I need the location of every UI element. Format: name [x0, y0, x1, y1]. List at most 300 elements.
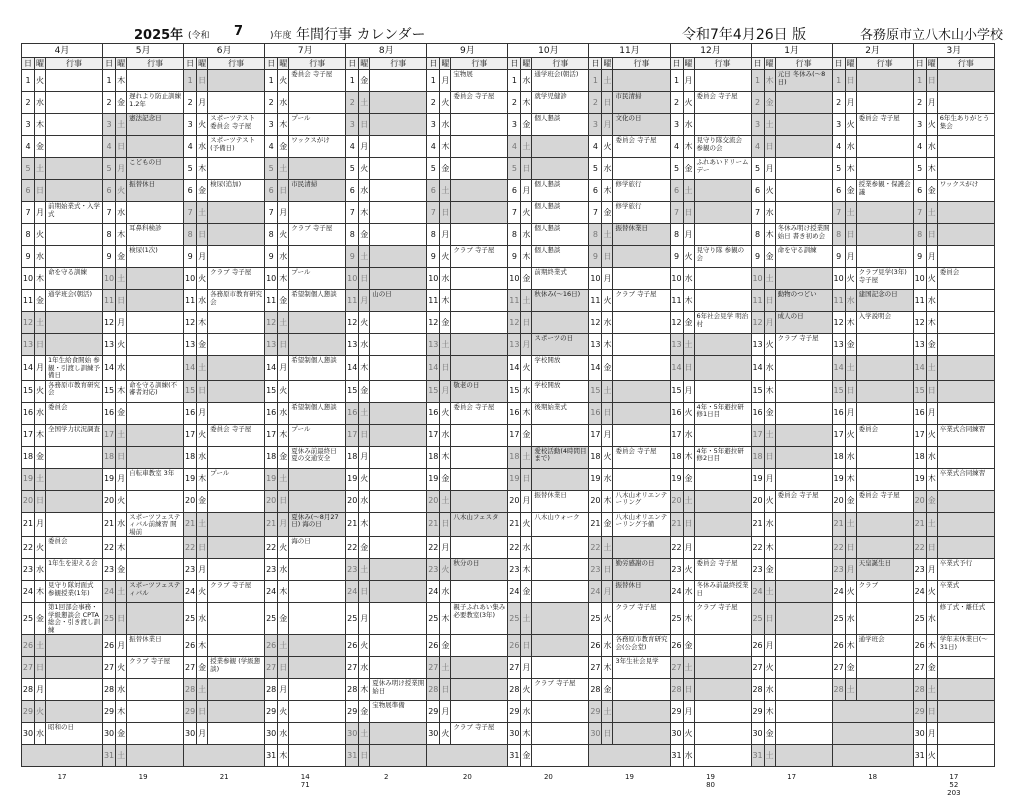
day-number: 21 — [22, 512, 35, 537]
weekday-label: 火 — [440, 559, 451, 581]
day-row — [22, 446, 995, 468]
month-header: 4月 — [22, 44, 103, 58]
day-number: 11 — [670, 290, 683, 312]
day-number: 5 — [265, 158, 278, 180]
day-number: 22 — [508, 537, 521, 559]
day-number: 2 — [265, 92, 278, 114]
event-cell — [775, 268, 832, 290]
event-cell — [370, 224, 427, 246]
weekday-label: 金 — [440, 312, 451, 334]
weekday-label: 土 — [116, 424, 127, 446]
weekday-label: 日 — [602, 92, 613, 114]
weekday-label: 木 — [359, 512, 370, 537]
event-cell: 元日 冬休み(～8日) — [775, 70, 832, 92]
day-number: 9 — [913, 246, 926, 268]
weekday-label: 火 — [521, 202, 532, 224]
weekday-label: 火 — [683, 92, 694, 114]
day-number: 3 — [346, 114, 359, 136]
event-col-header: 行事 — [613, 58, 670, 70]
weekday-label: 金 — [683, 635, 694, 657]
weekday-label: 月 — [764, 158, 775, 180]
event-cell — [208, 92, 265, 114]
event-cell — [451, 114, 508, 136]
event-cell — [208, 559, 265, 581]
day-number: 20 — [22, 490, 35, 512]
day-number: 10 — [670, 268, 683, 290]
event-cell — [370, 723, 427, 745]
weekday-label: 木 — [197, 158, 208, 180]
event-cell — [208, 246, 265, 268]
event-cell — [856, 657, 913, 679]
day-number: 2 — [913, 92, 926, 114]
day-number: 12 — [427, 312, 440, 334]
day-number: 6 — [589, 180, 602, 202]
day-number: 14 — [346, 356, 359, 381]
weekday-label: 木 — [845, 635, 856, 657]
day-number: 8 — [589, 224, 602, 246]
weekday-label: 木 — [926, 312, 937, 334]
weekday-label: 金 — [116, 246, 127, 268]
event-cell — [127, 268, 184, 290]
event-cell: 就学児健診 — [532, 92, 589, 114]
event-cell — [208, 701, 265, 723]
weekday-label: 水 — [359, 334, 370, 356]
day-number: 8 — [913, 224, 926, 246]
weekday-label: 水 — [845, 290, 856, 312]
weekday-label: 月 — [359, 603, 370, 635]
weekday-label: 木 — [845, 468, 856, 490]
event-cell — [613, 701, 670, 723]
weekday-label: 月 — [35, 512, 46, 537]
empty-cell — [427, 745, 508, 767]
event-cell — [613, 468, 670, 490]
weekday-label: 金 — [197, 490, 208, 512]
day-number: 15 — [913, 380, 926, 402]
event-cell: 秋分の日 — [451, 559, 508, 581]
event-cell — [613, 356, 670, 381]
month-total: 19 — [589, 767, 670, 797]
day-number: 27 — [184, 657, 197, 679]
day-number: 29 — [184, 701, 197, 723]
day-number: 24 — [103, 581, 116, 603]
event-cell: 個人懇談 — [532, 246, 589, 268]
weekday-label: 土 — [521, 603, 532, 635]
day-number: 7 — [913, 202, 926, 224]
event-cell: プール — [289, 424, 346, 446]
day-number: 6 — [265, 180, 278, 202]
day-number: 15 — [427, 380, 440, 402]
event-cell: クラブ 寺子屋 — [694, 603, 751, 635]
weekday-label: 月 — [440, 70, 451, 92]
event-cell — [937, 158, 994, 180]
day-number: 5 — [913, 158, 926, 180]
event-cell: 命を守る訓練(不審者対応) — [127, 380, 184, 402]
day-number: 14 — [589, 356, 602, 381]
event-cell: 第1回部会事務・学級懇談会 CPTA総会・引き渡し訓練 — [46, 603, 103, 635]
event-cell: 委員会 — [937, 268, 994, 290]
event-cell — [937, 723, 994, 745]
day-number: 8 — [427, 224, 440, 246]
day-row — [22, 312, 995, 334]
event-cell — [613, 537, 670, 559]
event-cell — [775, 180, 832, 202]
event-cell — [208, 202, 265, 224]
event-cell — [46, 679, 103, 701]
day-row — [22, 512, 995, 537]
weekday-label: 火 — [602, 603, 613, 635]
event-cell — [208, 70, 265, 92]
day-number: 4 — [265, 136, 278, 158]
event-cell — [208, 723, 265, 745]
weekday-label: 月 — [845, 559, 856, 581]
day-number: 20 — [913, 490, 926, 512]
weekday-label: 月 — [764, 635, 775, 657]
weekday-label: 水 — [35, 402, 46, 424]
weekday-label: 火 — [926, 268, 937, 290]
month-header: 5月 — [103, 44, 184, 58]
weekday-label: 土 — [359, 559, 370, 581]
weekday-label: 水 — [197, 603, 208, 635]
event-cell — [532, 424, 589, 446]
day-row — [22, 468, 995, 490]
event-cell: 委員会 寺子屋 — [775, 490, 832, 512]
event-cell — [694, 114, 751, 136]
weekday-label: 土 — [35, 635, 46, 657]
day-row — [22, 745, 995, 767]
weekday-label: 土 — [359, 246, 370, 268]
weekday-label: 金 — [278, 136, 289, 158]
day-number: 12 — [508, 312, 521, 334]
day-number: 4 — [427, 136, 440, 158]
day-number: 5 — [184, 158, 197, 180]
day-number: 30 — [427, 723, 440, 745]
weekday-label: 木 — [278, 114, 289, 136]
day-number: 30 — [22, 723, 35, 745]
event-cell — [289, 679, 346, 701]
weekday-label: 月 — [764, 468, 775, 490]
weekday-label: 木 — [116, 224, 127, 246]
event-cell — [46, 70, 103, 92]
month-total: 14 71 — [265, 767, 346, 797]
event-cell — [451, 224, 508, 246]
event-cell — [694, 723, 751, 745]
weekday-label: 金 — [926, 657, 937, 679]
day-number: 13 — [427, 334, 440, 356]
day-number: 21 — [913, 512, 926, 537]
event-col-header: 行事 — [451, 58, 508, 70]
weekday-label: 金 — [521, 114, 532, 136]
day-number: 1 — [589, 70, 602, 92]
day-number: 29 — [589, 701, 602, 723]
event-cell — [694, 657, 751, 679]
event-cell: 自転車教室 3年 — [127, 468, 184, 490]
weekday-label: 金 — [197, 180, 208, 202]
day-number: 6 — [832, 180, 845, 202]
day-row — [22, 490, 995, 512]
day-number: 14 — [751, 356, 764, 381]
day-number: 8 — [832, 224, 845, 246]
weekday-label: 月 — [926, 723, 937, 745]
event-cell — [532, 581, 589, 603]
weekday-label: 日 — [764, 603, 775, 635]
weekday-label: 火 — [116, 657, 127, 679]
day-number: 20 — [832, 490, 845, 512]
weekday-label: 水 — [197, 290, 208, 312]
weekday-label: 火 — [521, 512, 532, 537]
day-number: 13 — [265, 334, 278, 356]
day-number: 10 — [103, 268, 116, 290]
weekday-label: 火 — [683, 246, 694, 268]
event-cell: クラブ 寺子屋 — [451, 246, 508, 268]
event-cell: 冬休み前最終授業日 — [694, 581, 751, 603]
day-col-header: 日 — [427, 58, 440, 70]
event-cell — [208, 446, 265, 468]
day-col-header: 日 — [670, 58, 683, 70]
day-number: 10 — [589, 268, 602, 290]
event-cell — [694, 180, 751, 202]
month-total: 18 — [832, 767, 913, 797]
event-col-header: 行事 — [532, 58, 589, 70]
weekday-label: 土 — [926, 679, 937, 701]
event-cell — [127, 745, 184, 767]
day-number: 18 — [832, 446, 845, 468]
weekday-label: 月 — [683, 70, 694, 92]
event-cell — [127, 559, 184, 581]
weekday-col-header: 曜 — [278, 58, 289, 70]
weekday-label: 月 — [278, 202, 289, 224]
day-number: 21 — [589, 512, 602, 537]
event-cell: 天皇誕生日 — [856, 559, 913, 581]
event-cell: 宝物展準備 — [370, 701, 427, 723]
event-cell — [208, 380, 265, 402]
day-row — [22, 581, 995, 603]
event-cell — [451, 446, 508, 468]
event-cell — [208, 603, 265, 635]
month-total: 20 — [508, 767, 589, 797]
day-number: 28 — [832, 679, 845, 701]
month-header: 7月 — [265, 44, 346, 58]
day-number: 28 — [751, 679, 764, 701]
weekday-label: 土 — [278, 635, 289, 657]
event-cell: 委員会 寺子屋 — [856, 114, 913, 136]
weekday-label: 金 — [278, 446, 289, 468]
event-cell — [127, 334, 184, 356]
event-cell — [856, 537, 913, 559]
day-col-header: 日 — [508, 58, 521, 70]
event-cell — [370, 468, 427, 490]
weekday-label: 月 — [35, 356, 46, 381]
event-cell — [46, 512, 103, 537]
era-suffix: )年度 — [270, 28, 292, 50]
event-cell — [289, 657, 346, 679]
day-number: 23 — [265, 559, 278, 581]
weekday-label: 月 — [926, 402, 937, 424]
weekday-label: 日 — [197, 380, 208, 402]
event-cell — [694, 70, 751, 92]
weekday-label: 日 — [521, 635, 532, 657]
weekday-label: 日 — [35, 490, 46, 512]
weekday-label: 日 — [845, 70, 856, 92]
event-cell — [775, 635, 832, 657]
weekday-label: 日 — [602, 246, 613, 268]
day-number: 22 — [832, 537, 845, 559]
day-number: 27 — [751, 657, 764, 679]
weekday-label: 土 — [845, 679, 856, 701]
event-cell — [370, 92, 427, 114]
weekday-label: 木 — [602, 334, 613, 356]
day-number: 17 — [22, 424, 35, 446]
weekday-label: 金 — [521, 745, 532, 767]
weekday-label: 金 — [116, 723, 127, 745]
day-number: 15 — [751, 380, 764, 402]
day-number: 11 — [832, 290, 845, 312]
day-number: 29 — [427, 701, 440, 723]
event-cell: 3年生社会見学 — [613, 657, 670, 679]
event-cell: 通学班会 — [856, 635, 913, 657]
month-header: 10月 — [508, 44, 589, 58]
day-number: 23 — [103, 559, 116, 581]
weekday-col-header: 曜 — [197, 58, 208, 70]
weekday-label: 日 — [359, 114, 370, 136]
day-number: 26 — [751, 635, 764, 657]
empty-cell — [184, 745, 265, 767]
day-row — [22, 380, 995, 402]
weekday-col-header: 曜 — [926, 58, 937, 70]
school-name: 各務原市立八木山小学校 — [860, 24, 1003, 46]
month-header: 9月 — [427, 44, 508, 58]
event-cell — [775, 158, 832, 180]
event-cell — [451, 312, 508, 334]
event-cell: 通学班会(朝活) — [532, 70, 589, 92]
day-number: 16 — [589, 402, 602, 424]
event-cell — [289, 723, 346, 745]
event-cell — [127, 603, 184, 635]
event-cell — [775, 402, 832, 424]
day-number: 23 — [508, 559, 521, 581]
weekday-label: 日 — [440, 512, 451, 537]
event-cell — [289, 92, 346, 114]
weekday-label: 木 — [116, 70, 127, 92]
day-number: 22 — [22, 537, 35, 559]
weekday-label: 金 — [926, 180, 937, 202]
weekday-label: 月 — [440, 537, 451, 559]
weekday-label: 火 — [764, 180, 775, 202]
event-cell — [127, 356, 184, 381]
event-cell — [289, 745, 346, 767]
event-cell — [937, 92, 994, 114]
weekday-label: 水 — [359, 180, 370, 202]
event-cell: 入学説明会 — [856, 312, 913, 334]
weekday-label: 火 — [926, 581, 937, 603]
weekday-label: 金 — [764, 92, 775, 114]
weekday-label: 月 — [278, 512, 289, 537]
day-number: 25 — [751, 603, 764, 635]
weekday-label: 日 — [764, 290, 775, 312]
event-cell — [46, 490, 103, 512]
event-col-header: 行事 — [856, 58, 913, 70]
day-number: 4 — [346, 136, 359, 158]
event-cell: 山の日 — [370, 290, 427, 312]
weekday-label: 月 — [35, 202, 46, 224]
day-number: 13 — [913, 334, 926, 356]
day-number: 7 — [103, 202, 116, 224]
weekday-label: 金 — [845, 657, 856, 679]
weekday-col-header: 曜 — [116, 58, 127, 70]
event-cell — [937, 446, 994, 468]
day-number: 7 — [346, 202, 359, 224]
day-number: 22 — [346, 537, 359, 559]
day-number: 10 — [346, 268, 359, 290]
day-number: 12 — [103, 312, 116, 334]
day-col-header: 日 — [103, 58, 116, 70]
event-cell — [856, 446, 913, 468]
weekday-label: 月 — [116, 635, 127, 657]
event-col-header: 行事 — [937, 58, 994, 70]
event-cell — [451, 468, 508, 490]
era-label: (令和 — [188, 28, 210, 50]
event-cell — [532, 603, 589, 635]
weekday-label: 水 — [440, 268, 451, 290]
weekday-label: 月 — [683, 537, 694, 559]
day-number: 17 — [670, 424, 683, 446]
day-number: 17 — [832, 424, 845, 446]
weekday-label: 土 — [278, 468, 289, 490]
day-number: 24 — [589, 581, 602, 603]
weekday-label: 月 — [197, 723, 208, 745]
event-cell: 個人懇談 — [532, 180, 589, 202]
day-number: 4 — [508, 136, 521, 158]
event-cell — [532, 312, 589, 334]
event-cell: クラブ — [856, 581, 913, 603]
day-number: 31 — [346, 745, 359, 767]
day-number: 16 — [508, 402, 521, 424]
weekday-label: 金 — [116, 402, 127, 424]
weekday-label: 月 — [521, 180, 532, 202]
event-cell: 希望制個人懇談 — [289, 356, 346, 381]
day-number: 15 — [832, 380, 845, 402]
day-row — [22, 559, 995, 581]
weekday-label: 水 — [197, 136, 208, 158]
event-cell: プール — [208, 468, 265, 490]
weekday-label: 日 — [278, 490, 289, 512]
day-row — [22, 356, 995, 381]
event-cell — [46, 114, 103, 136]
day-number: 6 — [751, 180, 764, 202]
day-number: 19 — [265, 468, 278, 490]
month-total: 19 — [103, 767, 184, 797]
day-number: 14 — [427, 356, 440, 381]
day-number: 24 — [184, 581, 197, 603]
weekday-label: 月 — [602, 424, 613, 446]
day-number: 17 — [427, 424, 440, 446]
day-number: 16 — [751, 402, 764, 424]
weekday-label: 火 — [197, 268, 208, 290]
weekday-label: 火 — [845, 114, 856, 136]
weekday-label: 水 — [764, 679, 775, 701]
day-number: 9 — [751, 246, 764, 268]
event-cell: 委員会 寺子屋 — [694, 559, 751, 581]
day-number: 20 — [346, 490, 359, 512]
weekday-label: 火 — [926, 424, 937, 446]
event-cell: 前期始業式・入学式 — [46, 202, 103, 224]
weekday-label: 月 — [359, 290, 370, 312]
day-number: 2 — [751, 92, 764, 114]
day-number: 28 — [508, 679, 521, 701]
event-cell — [694, 745, 751, 767]
weekday-label: 水 — [116, 356, 127, 381]
day-number: 1 — [22, 70, 35, 92]
weekday-label: 木 — [440, 446, 451, 468]
